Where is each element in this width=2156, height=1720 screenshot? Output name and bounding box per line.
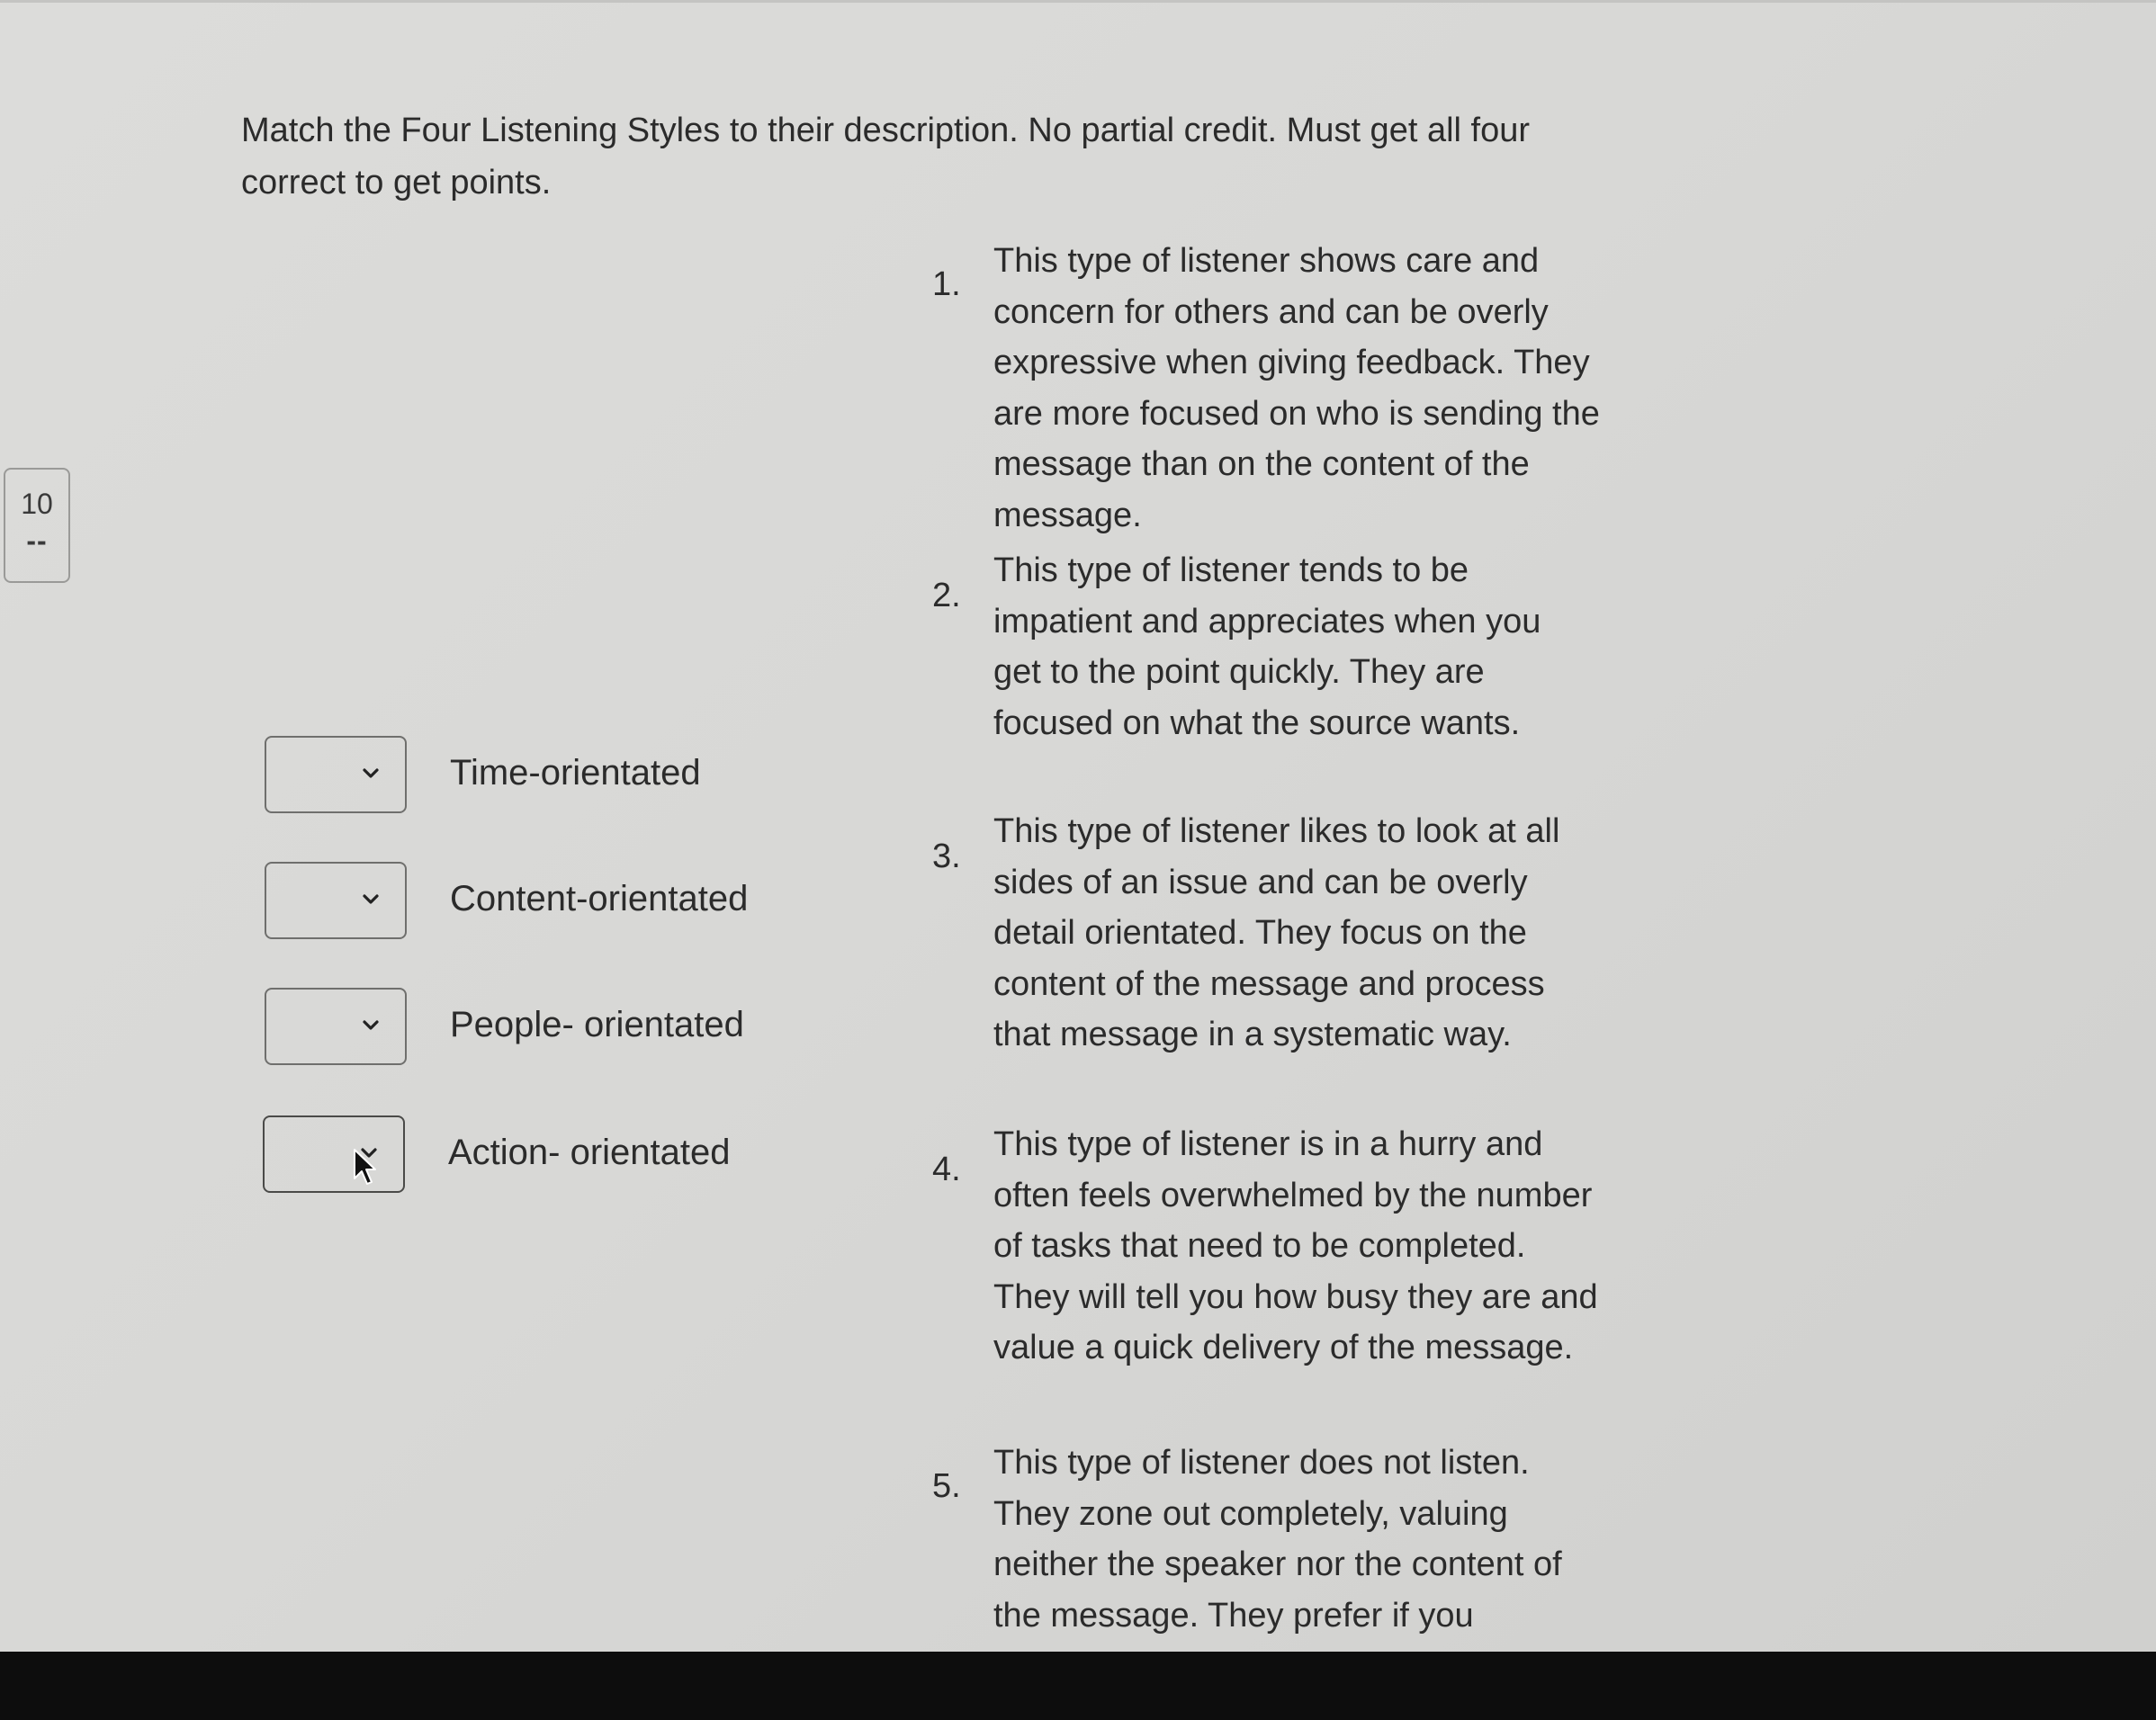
- answer-number: 4.: [932, 1151, 961, 1188]
- match-select-time[interactable]: [265, 736, 407, 813]
- match-label-action: Action- orientated: [448, 1133, 731, 1172]
- match-label-time: Time-orientated: [450, 753, 701, 793]
- answer-description: This type of listener is in a hurry and often feels overwhelmed by the number of tasks that need to be completed. They will tell you how busy they are and value a quick delivery of the message.: [993, 1125, 1598, 1366]
- chevron-down-icon: [360, 889, 382, 910]
- points-score: --: [26, 524, 48, 557]
- answer-number: 2.: [932, 577, 961, 614]
- answer-number: 3.: [932, 838, 961, 875]
- match-select-content[interactable]: [265, 862, 407, 939]
- answer-description: This type of listener shows care and concern for others and can be overly expressive when giving feedback. They are more focused on who is sending the message than on the content of the message.: [993, 242, 1600, 534]
- question-points-badge: [4, 468, 70, 583]
- chevron-down-icon: [360, 763, 382, 784]
- match-label-content: Content-orientated: [450, 879, 749, 918]
- answer-description: This type of listener tends to be impatient and appreciates when you get to the point quickly. They are focused on what the source wants.: [993, 551, 1541, 742]
- answer-description: This type of listener does not listen. They zone out completely, valuing neither the speaker nor the content of the message. They prefer if you: [993, 1444, 1562, 1635]
- match-row-time: [265, 736, 894, 813]
- top-divider: [0, 0, 2156, 3]
- match-label-people: People- orientated: [450, 1005, 744, 1044]
- question-prompt: Match the Four Listening Styles to their description. No partial credit. Must get all four correct to get points.: [241, 112, 1530, 202]
- answer-number: 5.: [932, 1467, 961, 1505]
- chevron-down-icon: [360, 1015, 382, 1036]
- match-row-people: [265, 988, 894, 1065]
- screen-bezel: [0, 1652, 2156, 1720]
- match-select-action[interactable]: [263, 1115, 405, 1193]
- points-value: 10: [21, 488, 53, 520]
- match-select-people[interactable]: [265, 988, 407, 1065]
- mouse-pointer-icon: [351, 1148, 378, 1187]
- answer-description: This type of listener likes to look at all sides of an issue and can be overly detail orientated. They focus on the content of the message and process that message in a systematic way.: [993, 812, 1560, 1053]
- match-row-content: [265, 862, 894, 939]
- answer-number: 1.: [932, 265, 961, 303]
